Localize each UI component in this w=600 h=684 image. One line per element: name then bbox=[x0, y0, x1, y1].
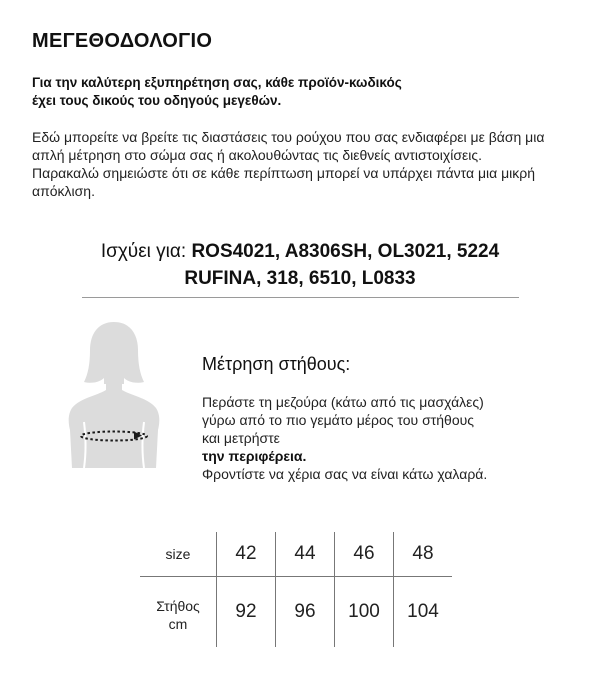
measurement-instructions bbox=[202, 393, 572, 483]
measurement-line-3-prefix: και μετρήστε bbox=[202, 430, 280, 446]
chest-value-2: 96 bbox=[276, 577, 335, 648]
intro-line-1: Για την καλύτερη εξυπηρέτηση σας, κάθε προϊόν-κωδικός bbox=[32, 75, 402, 90]
measurement-line-3-bold: την περιφέρεια. bbox=[202, 448, 307, 464]
valid-for-codes bbox=[0, 238, 600, 292]
description bbox=[32, 128, 572, 200]
description-paragraph-1: Εδώ μπορείτε να βρείτε τις διαστάσεις του ρούχου που σας ενδιαφέρει με βάση μια απλή μέτρηση στο σώμα σας ή ακολουθώντας τις διεθνείς αντιστοιχίσεις. bbox=[32, 129, 545, 163]
size-value-4: 48 bbox=[394, 532, 453, 577]
valid-for-codes-line-1: ROS4021, A8306SH, OL3021, 5224 bbox=[191, 241, 500, 262]
page-title: ΜΕΓΕΘΟΔΟΛΟΓΙΟ bbox=[32, 30, 213, 52]
description-paragraph-2: Παρακαλώ σημειώστε ότι σε κάθε περίπτωση μπορεί να υπάρχει πάντα μια μικρή απόκλιση. bbox=[32, 165, 536, 199]
chest-label bbox=[140, 577, 217, 648]
size-value-2: 44 bbox=[276, 532, 335, 577]
chest-label-line-2: cm bbox=[168, 616, 188, 632]
chest-row bbox=[140, 577, 452, 648]
intro-text bbox=[32, 74, 572, 110]
chest-value-3: 100 bbox=[335, 577, 394, 648]
chest-label-line-1: Στήθος bbox=[156, 598, 200, 614]
measurement-heading: Μέτρηση στήθους: bbox=[202, 354, 351, 374]
valid-for-prefix: Ισχύει για: bbox=[100, 241, 192, 262]
chest-value-1: 92 bbox=[217, 577, 276, 648]
size-value-3: 46 bbox=[335, 532, 394, 577]
size-value-1: 42 bbox=[217, 532, 276, 577]
chest-value-4: 104 bbox=[394, 577, 453, 648]
measurement-line-4: Φροντίστε να χέρια σας να είναι κάτω χαλαρά. bbox=[202, 466, 488, 482]
measurement-line-2: γύρω από το πιο γεμάτο μέρος του στήθους bbox=[202, 412, 475, 428]
size-label: size bbox=[140, 532, 217, 577]
measurement-line-3 bbox=[202, 429, 572, 465]
size-row bbox=[140, 532, 452, 577]
divider bbox=[82, 297, 519, 298]
size-table bbox=[140, 532, 452, 647]
woman-torso-silhouette-icon bbox=[62, 318, 166, 468]
valid-for-codes-line-2: RUFINA, 318, 6510, L0833 bbox=[184, 268, 416, 289]
intro-line-2: έχει τους δικούς του οδηγούς μεγεθών. bbox=[32, 93, 282, 108]
measurement-line-1: Περάστε τη μεζούρα (κάτω από τις μασχάλες) bbox=[202, 394, 484, 410]
